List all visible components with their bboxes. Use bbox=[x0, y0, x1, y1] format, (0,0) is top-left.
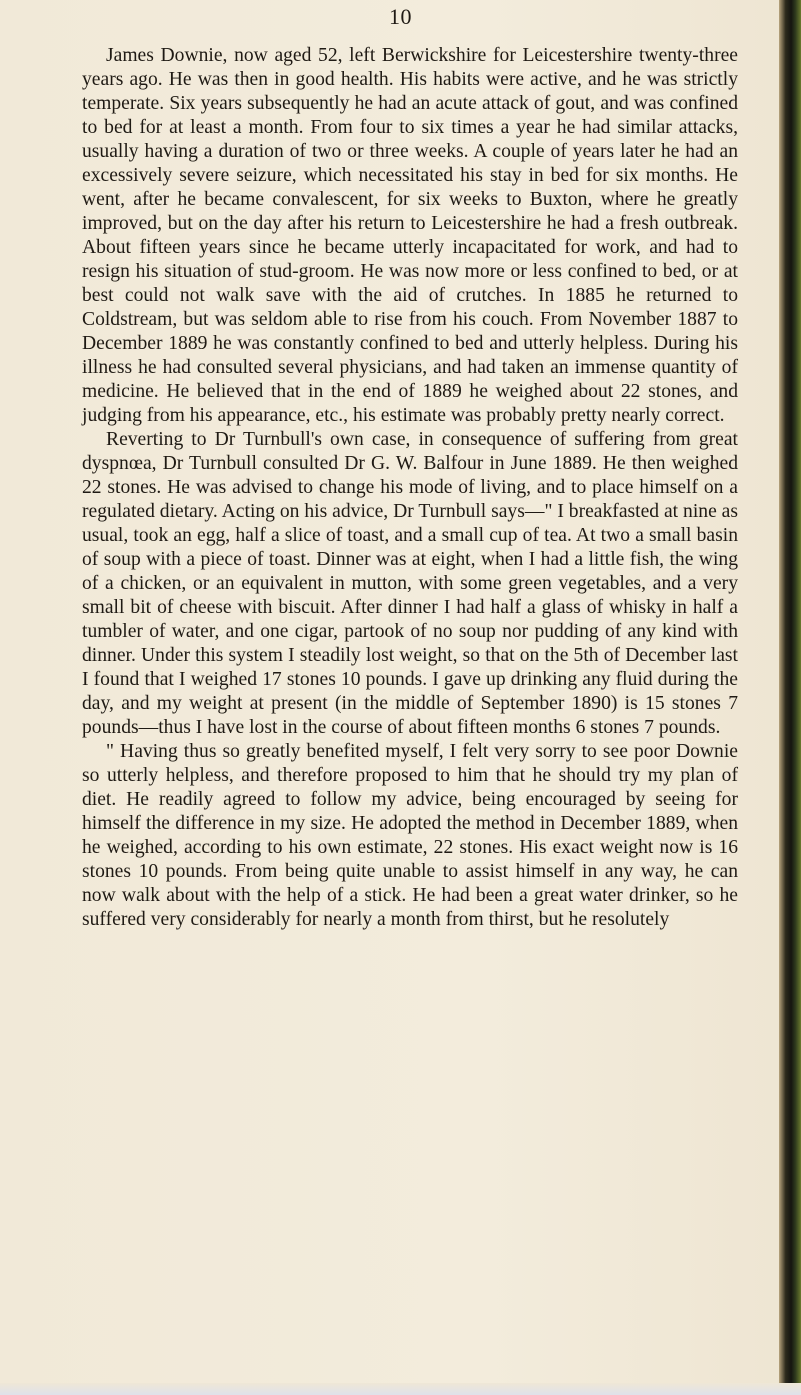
body-text bbox=[82, 44, 738, 932]
page-number: 10 bbox=[389, 4, 412, 29]
paragraph-turnbull-case: Reverting to Dr Turnbull's own case, in consequence of suffering from great dyspnœa, Dr Turnbull consulted Dr G. W. Balfour in June 1889. He then weighed 22 stones. He was advised to change his mode of living, and to place himself on a regulated dietary. Acting on his advice, Dr Turnbull says—" I breakfasted at nine as usual, took an egg, half a slice of toast, and a small cup of tea. At two a small basin of soup with a piece of toast. Dinner was at eight, when I had a little fish, the wing of a chicken, or an equivalent in mutton, with some green vegetables, and a very small bit of cheese with biscuit. After dinner I had half a glass of whisky in half a tumbler of water, and one cigar, partook of no soup nor pudding of any kind with dinner. Under this system I steadily lost weight, so that on the 5th of December last I found that I weighed 17 stones 10 pounds. I gave up drinking any fluid during the day, and my weight at present (in the middle of September 1890) is 15 stones 7 pounds—thus I have lost in the course of about fifteen months 6 stones 7 pounds. bbox=[82, 429, 738, 738]
page-bottom-edge bbox=[0, 1383, 801, 1395]
paragraph-downie-diet: " Having thus so greatly benefited myself, I felt very sorry to see poor Downie so utterly helpless, and therefore proposed to him that he should try my plan of diet. He readily agreed to follow my advice, being encouraged by seeing for himself the difference in my size. He adopted the method in December 1889, when he weighed, according to his own estimate, 22 stones. His exact weight now is 16 stones 10 pounds. From being quite unable to assist himself in any way, he can now walk about with the help of a stick. He had been a great water drinker, so he suffered very considerably for nearly a month from thirst, but he resolutely bbox=[82, 741, 738, 930]
paragraph-downie-history: James Downie, now aged 52, left Berwickshire for Leicestershire twenty-three years ago. He was then in good health. His habits were active, and he was strictly temperate. Six years subsequently he had an acute attack of gout, and was confined to bed for at least a month. From four to six times a year he had similar attacks, usually having a duration of two or three weeks. A couple of years later he had an excessively severe seizure, which necessitated his stay in bed for six months. He went, after he became convalescent, for six weeks to Buxton, where he greatly improved, but on the day after his return to Leicestershire he had a fresh outbreak. About fifteen years since he became utterly incapacitated for work, and had to resign his situation of stud-groom. He was now more or less confined to bed, or at best could not walk save with the aid of crutches. In 1885 he returned to Coldstream, but was seldom able to rise from his couch. From November 1887 to December 1889 he was constantly confined to bed and utterly helpless. During his illness he had consulted several physicians, and had taken an immense quantity of medicine. He believed that in the end of 1889 he weighed about 22 stones, and judging from his appearance, etc., his estimate was probably pretty nearly correct. bbox=[82, 45, 738, 426]
book-binding-edge bbox=[779, 0, 801, 1395]
